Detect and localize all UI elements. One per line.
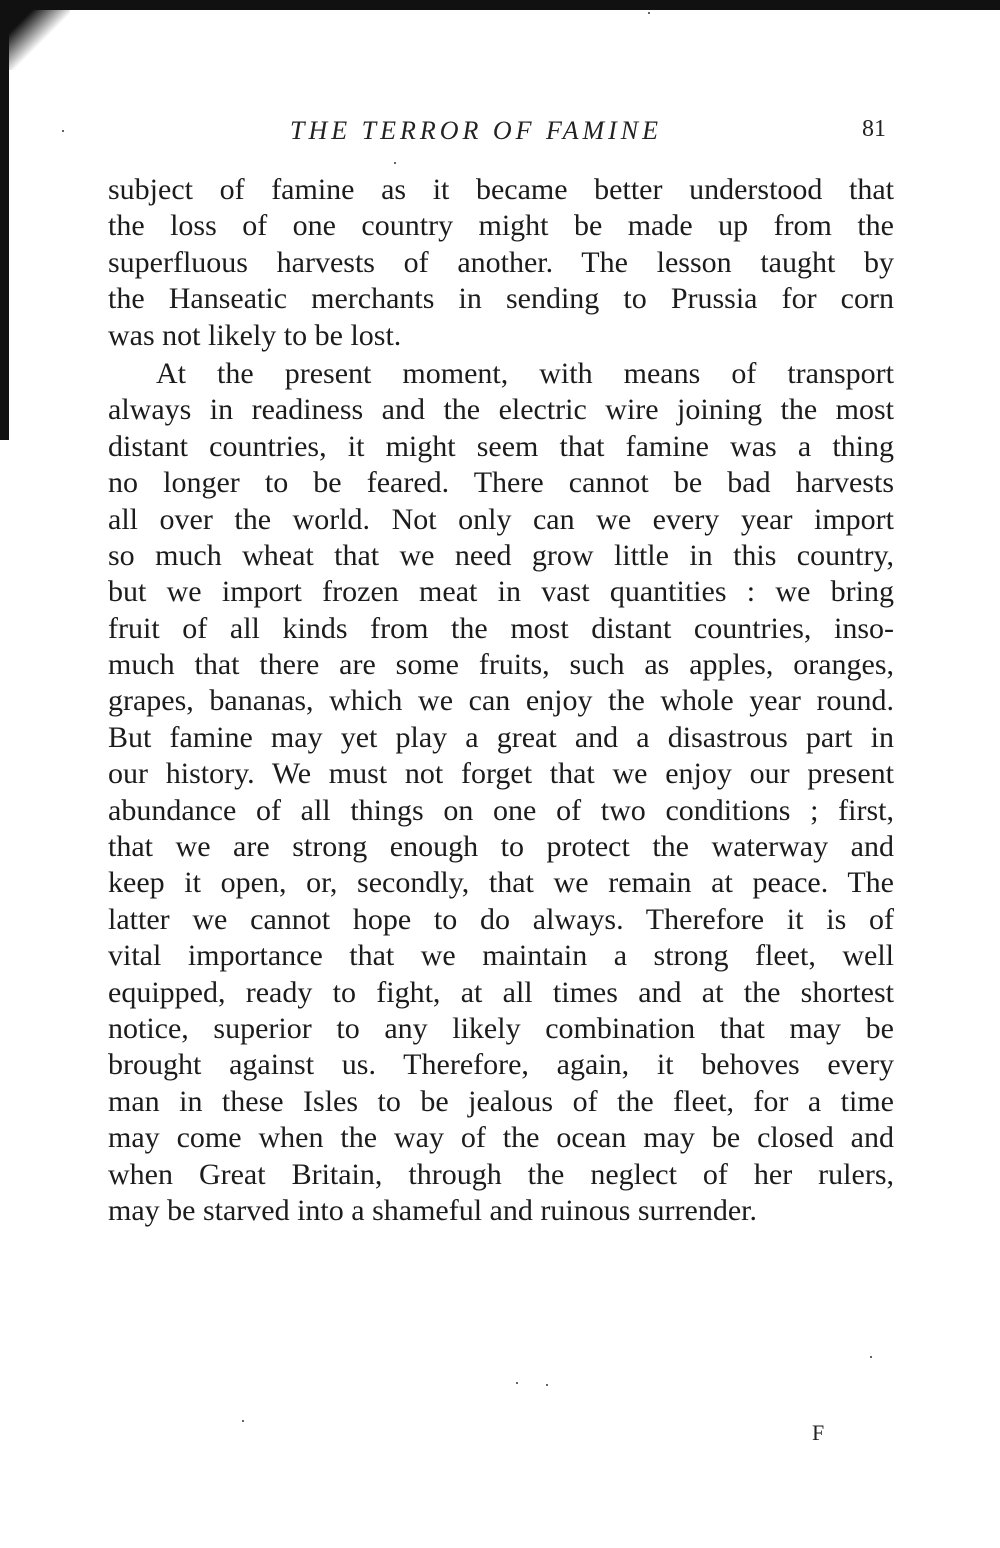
text-line: no longer to be feared. There cannot be bad harvests <box>108 466 894 500</box>
text-line: the loss of one country might be made up from the <box>108 209 894 243</box>
text-line: brought against us. Therefore, again, it behoves every <box>108 1048 894 1082</box>
text-line: subject of famine as it became better understood that <box>108 173 894 206</box>
text-line: all over the world. Not only can we every year import <box>108 502 894 536</box>
text-line: much that there are some fruits, such as apples, oranges, <box>108 648 894 682</box>
scan-speck <box>870 1356 872 1358</box>
scan-speck <box>242 1420 244 1422</box>
text-line: the Hanseatic merchants in sending to Prussia for corn <box>108 282 894 316</box>
text-line: our history. We must not forget that we enjoy our present <box>108 757 894 791</box>
text-line: latter we cannot hope to do always. Therefore it is of <box>108 902 894 936</box>
text-line: but we import frozen meat in vast quantities : we bring <box>108 575 894 609</box>
text-line: may be starved into a shameful and ruinous surrender. <box>108 1193 757 1227</box>
text-line: fruit of all kinds from the most distant countries, inso- <box>108 611 894 645</box>
text-line: But famine may yet play a great and a disastrous part in <box>108 720 894 754</box>
text-line: At the present moment, with means of transport <box>156 356 894 390</box>
text-line: superfluous harvests of another. The lesson taught by <box>108 245 894 279</box>
scan-speck <box>394 162 396 164</box>
running-title: THE TERROR OF FAMINE <box>290 116 662 145</box>
scan-speck <box>648 12 650 14</box>
text-line: that we are strong enough to protect the waterway and <box>108 830 894 864</box>
text-line: may come when the way of the ocean may be closed and <box>108 1121 894 1155</box>
text-line: grapes, bananas, which we can enjoy the whole year round. <box>108 684 894 718</box>
paragraph <box>108 356 894 1229</box>
text-line: vital importance that we maintain a strong fleet, well <box>108 939 894 973</box>
text-line: notice, superior to any likely combination that may be <box>108 1011 894 1045</box>
text-line: always in readiness and the electric wire joining the most <box>108 393 894 427</box>
text-line: man in these Isles to be jealous of the fleet, for a time <box>108 1084 894 1118</box>
scan-top-edge <box>0 0 1000 10</box>
signature-mark: F <box>812 1420 825 1445</box>
page-number: 81 <box>862 116 886 142</box>
text-line: so much wheat that we need grow little in this country, <box>108 538 894 572</box>
text-line: when Great Britain, through the neglect of her rulers, <box>108 1157 894 1191</box>
running-head <box>0 116 1000 156</box>
scan-speck <box>516 1382 518 1384</box>
text-line: distant countries, it might seem that famine was a thing <box>108 429 894 463</box>
scan-speck <box>546 1384 548 1386</box>
scan-corner-shadow <box>0 0 70 70</box>
body-text <box>108 172 894 1229</box>
text-line: abundance of all things on one of two conditions ; first, <box>108 793 894 827</box>
paragraph <box>108 172 894 354</box>
text-line: keep it open, or, secondly, that we remain at peace. The <box>108 866 894 900</box>
scan-left-edge <box>0 0 9 440</box>
text-line: was not likely to be lost. <box>108 318 402 352</box>
text-line: equipped, ready to fight, at all times and at the shortest <box>108 975 894 1009</box>
